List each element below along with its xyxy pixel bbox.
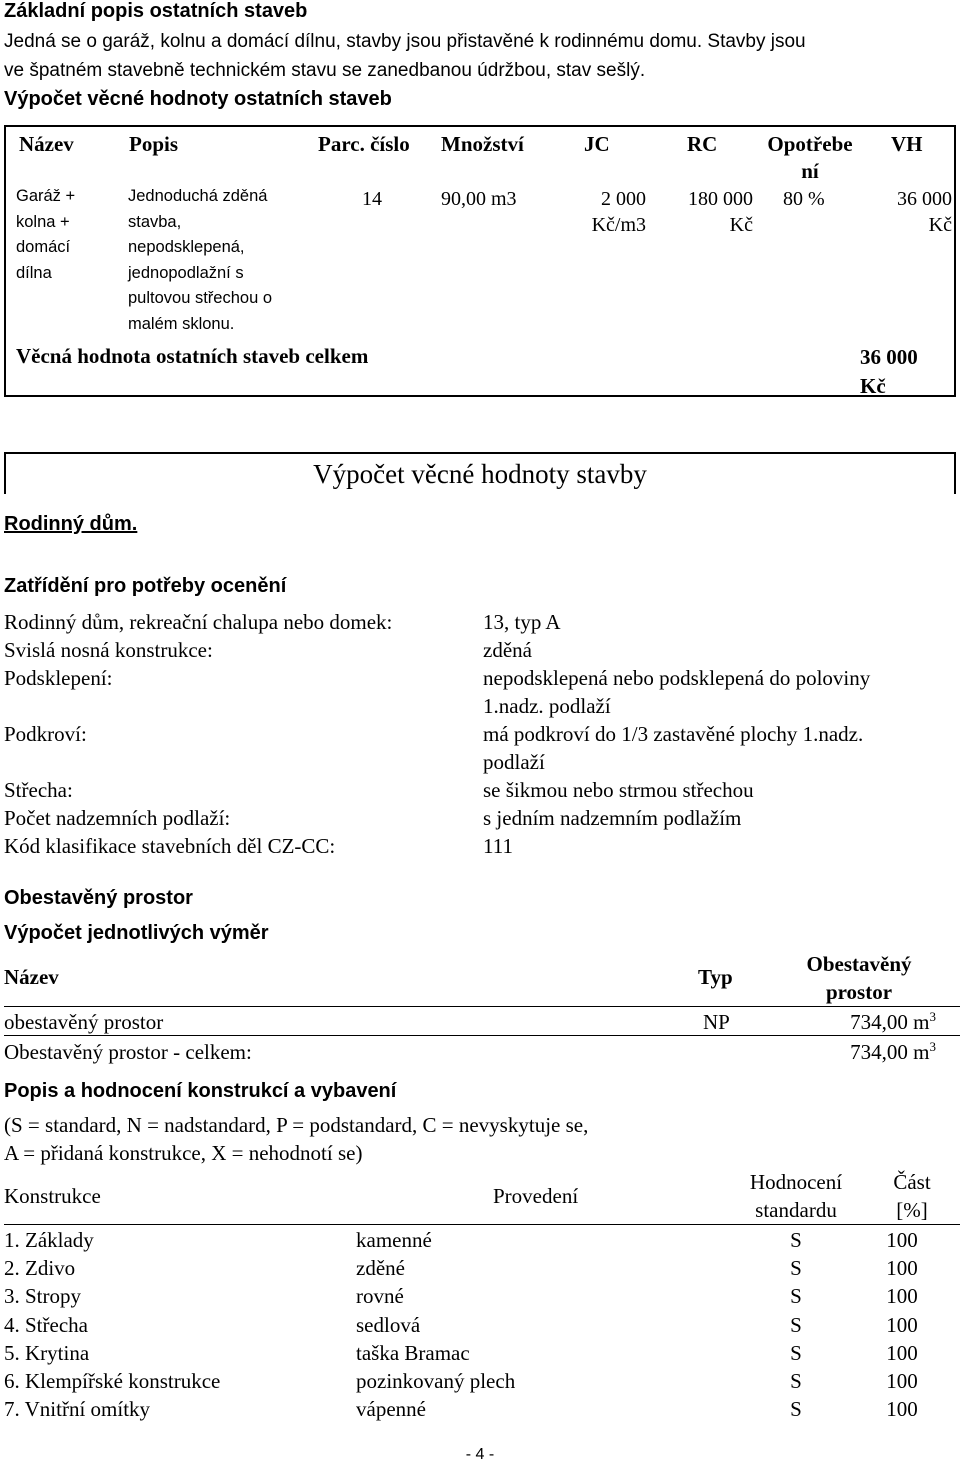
row-rc: 180 000 Kč <box>688 188 753 236</box>
popis-heading: Popis a hodnocení konstrukcí a vybavení <box>4 1080 397 1102</box>
konstrukce-row-name: 4. Střecha <box>4 1312 88 1337</box>
zatrideni-label: Střecha: <box>4 778 73 802</box>
zatrideni-label: Rodinný dům, rekreační chalupa nebo domek: <box>4 610 393 634</box>
konstrukce-row-hodnoceni: S <box>790 1312 802 1337</box>
row-popis: Jednoduchá zděná stavba, nepodsklepená, jednopodlažní s pultovou střechou o malém sklonu. <box>128 187 273 333</box>
legend-line-2: A = přidaná konstrukce, X = nehodnotí se) <box>4 1141 363 1165</box>
konstrukce-row-name: 2. Zdivo <box>4 1256 76 1281</box>
konstrukce-row-name: 6. Klempířské konstrukce <box>4 1369 221 1393</box>
row-mnozstvi: 90,00 m3 <box>441 188 517 210</box>
konstrukce-row-cast: 100 <box>886 1284 918 1309</box>
calc-heading: Výpočet věcné hodnoty ostatních staveb <box>4 88 392 110</box>
vymery-row-value: 734,00 $m^3$ <box>850 1009 936 1034</box>
konstrukce-row-hodnoceni: S <box>790 1256 802 1281</box>
col-header-vh: VH <box>891 132 923 156</box>
zatrideni-value: s jedním nadzemním podlažím <box>483 806 742 830</box>
konstrukce-row-provedeni: pozinkovaný plech <box>356 1369 516 1393</box>
zatrideni-value: má podkroví do 1/3 zastavěné plochy 1.nadz. <box>483 722 864 746</box>
konstrukce-row-name: 3. Stropy <box>4 1284 82 1309</box>
vymery-total-value: 734,00 $m^3$ <box>850 1039 936 1064</box>
konstrukce-row-hodnoceni: S <box>790 1397 802 1422</box>
konstrukce-row-provedeni: kamenné <box>356 1228 432 1252</box>
zatrideni-heading: Zatřídění pro potřeby ocenění <box>4 575 287 597</box>
konstrukce-row-cast: 100 <box>886 1312 918 1337</box>
intro-line-1: Jedná se o garáž, kolnu a domácí dílnu, stavby jsou přistavěné k rodinnému domu. Stavby jsou <box>4 31 806 52</box>
zatrideni-value: nepodsklepená nebo podsklepená do poloviny <box>483 666 871 690</box>
konstrukce-row-cast: 100 <box>886 1340 918 1365</box>
konstrukce-row-name: 5. Krytina <box>4 1340 90 1365</box>
konstrukce-row-hodnoceni: S <box>790 1340 802 1365</box>
row-opotrebeni: 80 % <box>783 188 825 210</box>
konstrukce-row-cast: 100 <box>886 1397 918 1422</box>
zatrideni-value: 111 <box>483 834 513 858</box>
vymery-total-label: Obestavěný prostor - celkem: <box>4 1040 252 1064</box>
konstrukce-row-provedeni: taška Bramac <box>356 1340 470 1365</box>
row-vh: 36 000 Kč <box>897 188 952 236</box>
vymery-header-typ: Typ <box>698 965 733 989</box>
konstrukce-row-name: 7. Vnitřní omítky <box>4 1397 151 1422</box>
col-header-opotrebeni: Opotřebe ní <box>767 132 853 183</box>
konstrukce-row-provedeni: rovné <box>356 1284 404 1309</box>
vymery-heading: Výpočet jednotlivých výměr <box>4 922 269 944</box>
col-header-parc: Parc. číslo <box>318 132 410 156</box>
col-header-rc: RC <box>687 132 718 156</box>
hodnoceni-header: Hodnocení standardu <box>749 1170 843 1222</box>
zatrideni-value: 1.nadz. podlaží <box>483 694 611 718</box>
ostatni-heading: Základní popis ostatních staveb <box>4 0 308 22</box>
cast-header: Část [%] <box>893 1170 931 1222</box>
konstrukce-row-cast: 100 <box>886 1228 918 1252</box>
legend-line-1: (S = standard, N = nadstandard, P = podstandard, C = nevyskytuje se, <box>4 1113 589 1137</box>
ostatni-table <box>4 125 956 397</box>
konstrukce-row-provedeni: vápenné <box>356 1397 426 1422</box>
zatrideni-value: 13, typ A <box>483 610 561 634</box>
obestaveny-heading: Obestavěný prostor <box>4 887 193 909</box>
total-label: Věcná hodnota ostatních staveb celkem <box>16 344 369 368</box>
row-jc: 2 000 Kč/m3 <box>591 188 646 236</box>
row-nazev: Garáž + kolna + domácí dílna <box>16 187 76 282</box>
provedeni-header: Provedení <box>493 1184 579 1208</box>
zatrideni-label: Kód klasifikace stavebních děl CZ-CC: <box>4 834 336 858</box>
col-header-mnozstvi: Množství <box>441 132 524 156</box>
vymery-header-rule <box>4 1006 960 1007</box>
konstrukce-header-rule <box>4 1224 960 1225</box>
konstrukce-row-hodnoceni: S <box>790 1228 802 1252</box>
zatrideni-label: Svislá nosná konstrukce: <box>4 638 213 662</box>
vymery-row-typ: NP <box>703 1010 730 1034</box>
konstrukce-row-hodnoceni: S <box>790 1369 802 1393</box>
konstrukce-row-name: 1. Základy <box>4 1228 94 1252</box>
vymery-row-nazev: obestavěný prostor <box>4 1010 164 1034</box>
vymery-header-nazev: Název <box>4 965 59 989</box>
zatrideni-value: se šikmou nebo strmou střechou <box>483 778 754 802</box>
vymery-row-rule <box>4 1035 960 1036</box>
zatrideni-value: zděná <box>483 638 532 662</box>
konstrukce-row-provedeni: sedlová <box>356 1312 421 1337</box>
konstrukce-row-cast: 100 <box>886 1369 918 1393</box>
page-number: - 4 - <box>465 1446 495 1463</box>
row-parc: 14 <box>362 188 382 210</box>
konstrukce-row-cast: 100 <box>886 1256 918 1281</box>
zatrideni-label: Podsklepení: <box>4 666 113 690</box>
stavba-subtitle: Rodinný dům. <box>4 513 138 535</box>
col-header-popis: Popis <box>129 132 179 156</box>
intro-line-2: ve špatném stavebně technickém stavu se zanedbanou údržbou, stav sešlý. <box>4 60 646 81</box>
col-header-nazev: Název <box>19 132 74 156</box>
konstrukce-row-hodnoceni: S <box>790 1284 802 1309</box>
total-value: 36 000 Kč <box>860 345 918 398</box>
vymery-header-prostor: Obestavěný prostor <box>806 952 912 1004</box>
zatrideni-label: Počet nadzemních podlaží: <box>4 806 231 830</box>
konstrukce-header: Konstrukce <box>4 1184 101 1208</box>
stavba-title: Výpočet věcné hodnoty stavby <box>313 459 647 489</box>
zatrideni-value: podlaží <box>483 750 545 774</box>
zatrideni-label: Podkroví: <box>4 722 87 746</box>
konstrukce-row-provedeni: zděné <box>356 1256 405 1281</box>
col-header-jc: JC <box>584 132 610 156</box>
